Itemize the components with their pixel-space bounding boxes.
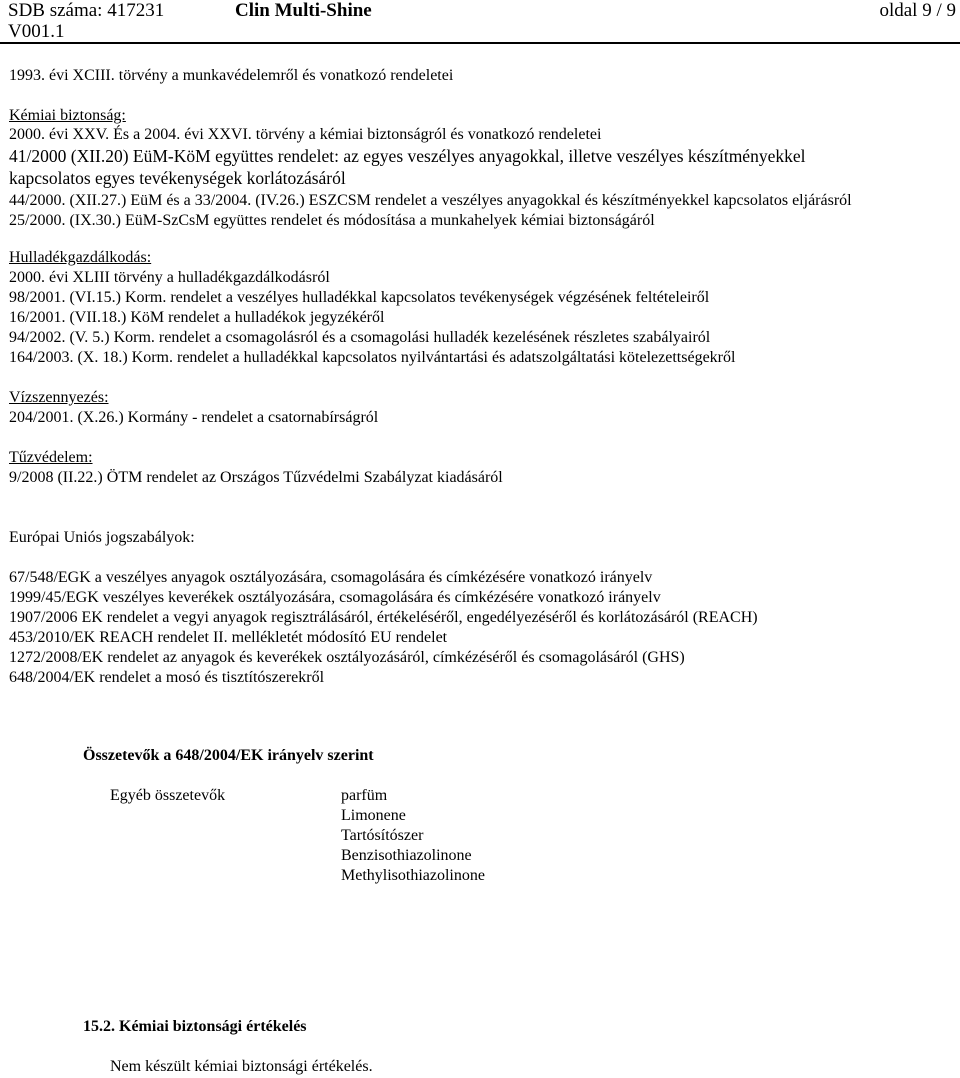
waste-line: 94/2002. (V. 5.) Korm. rendelet a csomagolásról és a csomagolási hulladék kezelésének részletes szabályairól xyxy=(9,329,711,346)
eu-heading: Európai Uniós jogszabályok: xyxy=(9,529,195,546)
section-15-2-text: Nem készült kémiai biztonsági értékelés. xyxy=(110,1058,373,1075)
waste-line: 2000. évi XLIII törvény a hulladékgazdálkodásról xyxy=(9,269,330,286)
waste-line: 164/2003. (X. 18.) Korm. rendelet a hulladékkal kapcsolatos nyilvántartási és adatszolgáltatási kötelezettségekről xyxy=(9,349,736,366)
law-1993: 1993. évi XCIII. törvény a munkavédelemről és vonatkozó rendeletei xyxy=(9,67,454,84)
chem-line: kapcsolatos egyes tevékenységek korlátozásáról xyxy=(9,168,346,188)
chem-line: 44/2000. (XII.27.) EüM és a 33/2004. (IV.26.) ESZCSM rendelet a veszélyes anyagokkal és készítményekkel kapcsolatos eljárásról xyxy=(9,192,852,209)
fire-heading: Tűzvédelem: xyxy=(9,449,93,466)
waste-line: 16/2001. (VII.18.) KöM rendelet a hulladékok jegyzékéről xyxy=(9,309,385,326)
version: V001.1 xyxy=(8,21,65,42)
chem-safety-heading: Kémiai biztonság: xyxy=(9,107,126,124)
ingredients-heading: Összetevők a 648/2004/EK irányelv szerint xyxy=(83,747,374,764)
ingredient-item: Tartósítószer xyxy=(341,827,424,844)
ingredient-item: Benzisothiazolinone xyxy=(341,847,472,864)
sdb-number: SDB száma: 417231 xyxy=(8,0,165,21)
product-name: Clin Multi-Shine xyxy=(235,0,372,21)
chem-line: 25/2000. (IX.30.) EüM-SzCsM együttes rendelet és módosítása a munkahelyek kémiai biztonságáról xyxy=(9,212,655,229)
eu-line: 1272/2008/EK rendelet az anyagok és keverékek osztályozásáról, címkézéséről és csomagolásáról (GHS) xyxy=(9,649,685,666)
page-number: oldal 9 / 9 xyxy=(879,0,956,21)
waste-heading: Hulladékgazdálkodás: xyxy=(9,249,152,266)
section-15-2-title: 15.2. Kémiai biztonsági értékelés xyxy=(83,1018,307,1035)
water-line: 204/2001. (X.26.) Kormány - rendelet a csatornabírságról xyxy=(9,409,379,426)
page-header xyxy=(0,0,960,44)
eu-line: 453/2010/EK REACH rendelet II. mellékletét módosító EU rendelet xyxy=(9,629,448,646)
ingredient-item: Methylisothiazolinone xyxy=(341,867,485,884)
ingredient-item: Limonene xyxy=(341,807,406,824)
chem-line: 41/2000 (XII.20) EüM-KöM együttes rendelet: az egyes veszélyes anyagokkal, illetve veszélyes készítményekkel xyxy=(9,146,806,166)
waste-line: 98/2001. (VI.15.) Korm. rendelet a veszélyes hulladékkal kapcsolatos tevékenységek végzésének feltételeiről xyxy=(9,289,710,306)
ingredient-item: parfüm xyxy=(341,787,388,804)
other-ingredients-label: Egyéb összetevők xyxy=(110,787,226,804)
eu-line: 1907/2006 EK rendelet a vegyi anyagok regisztrálásáról, értékeléséről, engedélyezéséről és korlátozásáról (REACH) xyxy=(9,609,758,626)
water-heading: Vízszennyezés: xyxy=(9,389,109,406)
eu-line: 67/548/EGK a veszélyes anyagok osztályozására, csomagolására és címkézésére vonatkozó irányelv xyxy=(9,569,653,586)
eu-line: 648/2004/EK rendelet a mosó és tisztítószerekről xyxy=(9,669,325,686)
eu-line: 1999/45/EGK veszélyes keverékek osztályozására, csomagolására és címkézésére vonatkozó irányelv xyxy=(9,589,661,606)
fire-line: 9/2008 (II.22.) ÖTM rendelet az Országos Tűzvédelmi Szabályzat kiadásáról xyxy=(9,469,503,486)
chem-line: 2000. évi XXV. És a 2004. évi XXVI. törvény a kémiai biztonságról és vonatkozó rendeletei xyxy=(9,126,602,143)
